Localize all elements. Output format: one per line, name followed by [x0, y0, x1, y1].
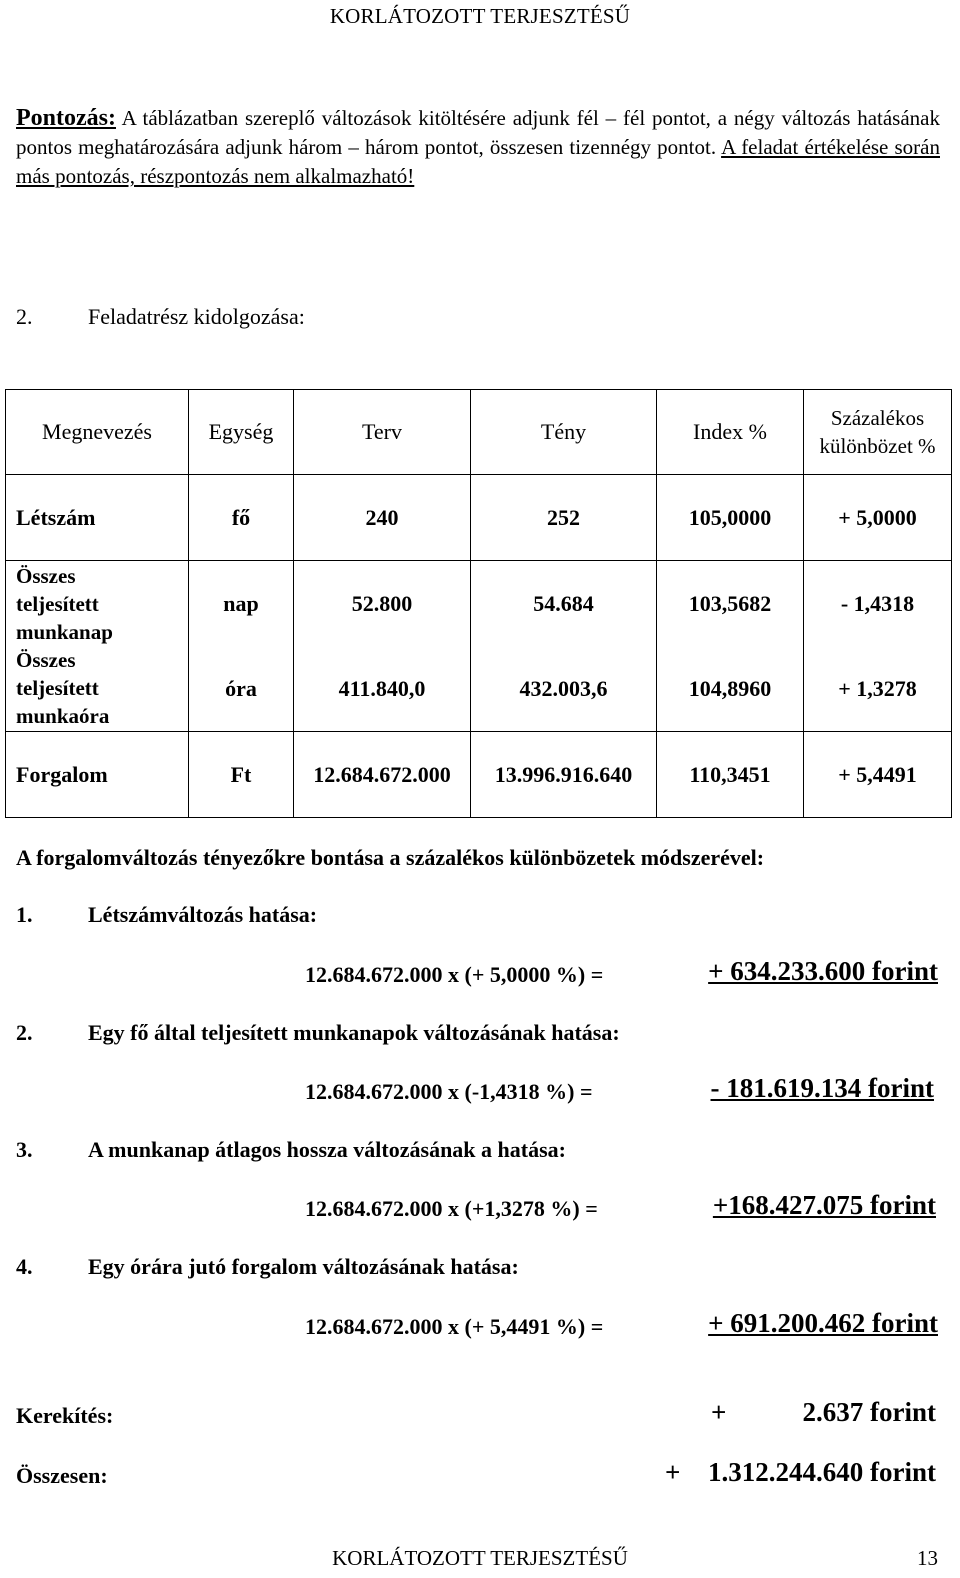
row-index: 103,5682 — [688, 590, 772, 616]
item-number: 3. — [16, 1137, 33, 1162]
item-result: + 634.233.600 forint — [708, 956, 938, 986]
row-actuals-cell — [471, 561, 657, 732]
row-index: 110,3451 — [657, 732, 804, 818]
item-result: - 181.619.134 forint — [710, 1073, 934, 1103]
row-name: Forgalom — [6, 732, 189, 818]
item-number: 2. — [16, 1020, 33, 1045]
item-title: A munkanap átlagos hossza változásának a hatása: — [88, 1137, 566, 1162]
row-unit: fő — [189, 475, 294, 561]
row-actual: 13.996.916.640 — [471, 732, 657, 818]
row-unit: Ft — [189, 732, 294, 818]
header-unit: Egység — [189, 390, 294, 475]
row-names-cell — [6, 561, 189, 732]
section-title-text: Feladatrész kidolgozása: — [88, 304, 305, 329]
row-actual: 54.684 — [533, 590, 594, 616]
item-number: 1. — [16, 902, 33, 927]
scoring-label: Pontozás: — [16, 105, 116, 131]
item-formula: 12.684.672.000 x (+ 5,4491 %) = — [305, 1314, 604, 1339]
header-plan: Terv — [294, 390, 471, 475]
header-diff: Százalékos különbözet % — [804, 390, 952, 475]
header-actual: Tény — [471, 390, 657, 475]
row-name: Összes teljesített munkaóra — [16, 648, 110, 728]
total-value: 1.312.244.640 forint — [708, 1457, 936, 1487]
scoring-note: A feladat értékelése során más pontozás, részpontozás nem alkalmazható! — [16, 135, 940, 188]
table-row — [6, 732, 952, 818]
row-name: Összes teljesített munkanap — [16, 564, 113, 644]
data-table — [5, 389, 952, 818]
row-diff: + 1,3278 — [838, 675, 917, 701]
scoring-text: A táblázatban szereplő változások kitöltésére adjunk fél – fél pontot, a négy változás hatásának pontos meghatározására adjunk három – három pontot, összesen tizennégy pontot. — [16, 106, 940, 159]
scoring-paragraph — [16, 104, 940, 191]
row-plan: 411.840,0 — [338, 675, 426, 701]
item-formula: 12.684.672.000 x (-1,4318 %) = — [305, 1079, 593, 1104]
row-diff: - 1,4318 — [840, 590, 915, 616]
row-units-cell — [189, 561, 294, 732]
row-name: Létszám — [6, 475, 189, 561]
item-formula: 12.684.672.000 x (+1,3278 %) = — [305, 1196, 598, 1221]
item-result: +168.427.075 forint — [712, 1190, 936, 1220]
row-diff: + 5,0000 — [804, 475, 952, 561]
header-name: Megnevezés — [6, 390, 189, 475]
item-formula: 12.684.672.000 x (+ 5,0000 %) = — [305, 962, 604, 987]
item-result: + 691.200.462 forint — [708, 1308, 938, 1338]
table-row-group — [6, 561, 952, 732]
row-index: 104,8960 — [688, 675, 772, 701]
page-number: 13 — [917, 1546, 938, 1570]
page-header: KORLÁTOZOTT TERJESZTÉSŰ — [329, 4, 631, 28]
total-sign: + — [665, 1457, 681, 1487]
row-index: 105,0000 — [657, 475, 804, 561]
header-index: Index % — [657, 390, 804, 475]
item-title: Egy órára jutó forgalom változásának hatása: — [88, 1254, 519, 1279]
row-plans-cell — [294, 561, 471, 732]
row-diffs-cell — [804, 561, 952, 732]
item-number: 4. — [16, 1254, 33, 1279]
analysis-heading: A forgalomváltozás tényezőkre bontása a százalékos különbözetek módszerével: — [16, 845, 765, 870]
row-indexes-cell — [657, 561, 804, 732]
section-number: 2. — [16, 304, 33, 329]
row-diff: + 5,4491 — [804, 732, 952, 818]
row-plan: 12.684.672.000 — [294, 732, 471, 818]
row-unit: óra — [225, 675, 257, 701]
row-plan: 52.800 — [351, 590, 413, 616]
table-row — [6, 475, 952, 561]
table-header-row — [6, 390, 952, 475]
row-actual: 432.003,6 — [519, 675, 608, 701]
rounding-value: 2.637 forint — [802, 1397, 936, 1427]
total-label: Összesen: — [16, 1463, 108, 1488]
section-title — [16, 304, 305, 330]
row-unit: nap — [223, 590, 259, 616]
row-plan: 240 — [294, 475, 471, 561]
rounding-label: Kerekítés: — [16, 1403, 114, 1428]
rounding-sign: + — [711, 1397, 727, 1427]
item-title: Létszámváltozás hatása: — [88, 902, 318, 927]
footer-text: KORLÁTOZOTT TERJESZTÉSŰ — [332, 1546, 628, 1570]
item-title: Egy fő által teljesített munkanapok változásának hatása: — [88, 1020, 620, 1045]
row-actual: 252 — [471, 475, 657, 561]
